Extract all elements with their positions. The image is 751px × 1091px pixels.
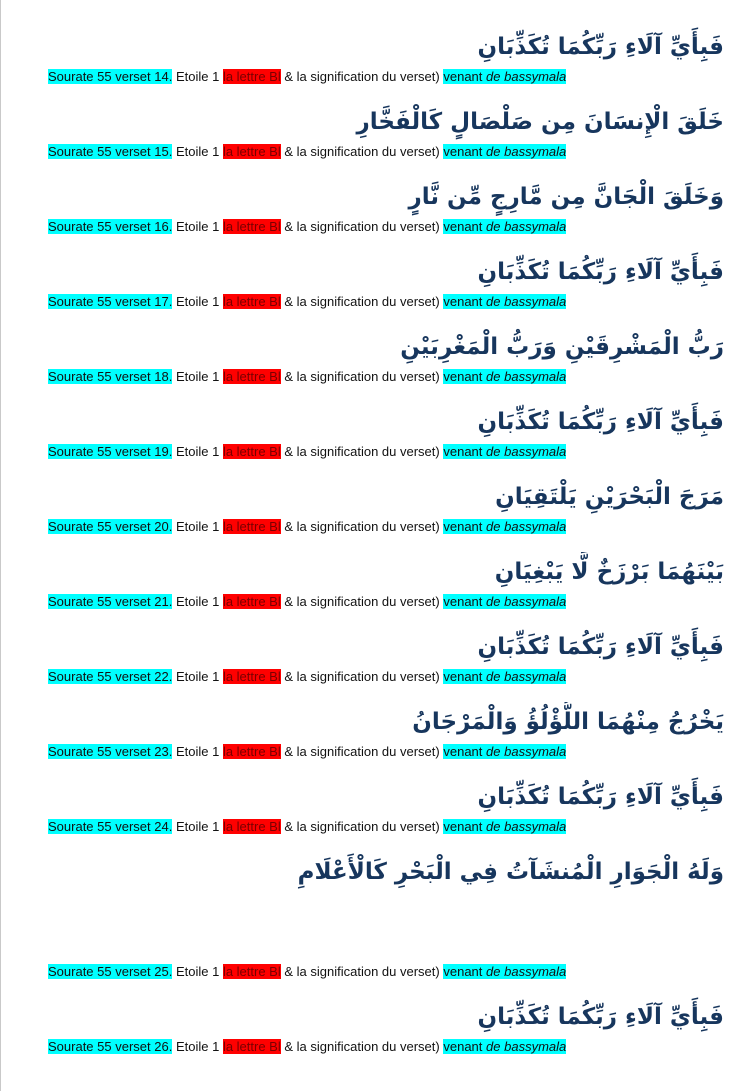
verse-meta-line — [48, 742, 724, 777]
verse-block — [48, 702, 724, 777]
source-label: venant de bassymala — [443, 294, 567, 309]
verse-block — [48, 852, 724, 997]
source-label: venant de bassymala — [443, 1039, 567, 1054]
etoile-label: Etoile 1 — [175, 594, 220, 609]
etoile-label: Etoile 1 — [175, 964, 220, 979]
verse-meta-line — [48, 817, 724, 852]
letter-label: la lettre Bl — [222, 669, 281, 684]
signification-label: & la signification du verset) — [284, 519, 440, 534]
blank-space — [48, 892, 724, 962]
verse-reference: Sourate 55 verset 14. — [48, 69, 173, 84]
verse-meta-line — [48, 1037, 724, 1072]
verse-reference: Sourate 55 verset 23. — [48, 744, 173, 759]
arabic-verse: فَبِأَيِّ آلَاءِ رَبِّكُمَا تُكَذِّبَانِ — [477, 409, 724, 435]
source-label: venant de bassymala — [443, 444, 567, 459]
verse-meta-line — [48, 442, 724, 477]
verse-meta-line — [48, 292, 724, 327]
verse-reference: Sourate 55 verset 22. — [48, 669, 173, 684]
verse-meta-line — [48, 367, 724, 402]
arabic-verse: فَبِأَيِّ آلَاءِ رَبِّكُمَا تُكَذِّبَانِ — [477, 259, 724, 285]
signification-label: & la signification du verset) — [284, 1039, 440, 1054]
letter-label: la lettre Bl — [222, 294, 281, 309]
source-label: venant de bassymala — [443, 519, 567, 534]
etoile-label: Etoile 1 — [175, 144, 220, 159]
etoile-label: Etoile 1 — [175, 294, 220, 309]
letter-label: la lettre Bl — [222, 594, 281, 609]
signification-label: & la signification du verset) — [284, 594, 440, 609]
etoile-label: Etoile 1 — [175, 369, 220, 384]
letter-label: la lettre Bl — [222, 444, 281, 459]
letter-label: la lettre Bl — [222, 219, 281, 234]
signification-label: & la signification du verset) — [284, 964, 440, 979]
letter-label: la lettre Bl — [222, 144, 281, 159]
verse-reference: Sourate 55 verset 21. — [48, 594, 173, 609]
document-body — [48, 27, 724, 1072]
signification-label: & la signification du verset) — [284, 69, 440, 84]
verse-reference: Sourate 55 verset 25. — [48, 964, 173, 979]
verse-block — [48, 402, 724, 477]
arabic-verse: وَخَلَقَ الْجَانَّ مِن مَّارِجٍ مِّن نَّارٍ — [408, 184, 724, 210]
verse-meta-line — [48, 592, 724, 627]
letter-label: la lettre Bl — [222, 964, 281, 979]
etoile-label: Etoile 1 — [175, 219, 220, 234]
etoile-label: Etoile 1 — [175, 669, 220, 684]
letter-label: la lettre Bl — [222, 369, 281, 384]
verse-meta-line — [48, 217, 724, 252]
verse-block — [48, 27, 724, 102]
signification-label: & la signification du verset) — [284, 144, 440, 159]
source-label: venant de bassymala — [443, 144, 567, 159]
signification-label: & la signification du verset) — [284, 819, 440, 834]
letter-label: la lettre Bl — [222, 819, 281, 834]
etoile-label: Etoile 1 — [175, 69, 220, 84]
source-label: venant de bassymala — [443, 69, 567, 84]
signification-label: & la signification du verset) — [284, 669, 440, 684]
arabic-verse: وَلَهُ الْجَوَارِ الْمُنشَآتُ فِي الْبَحْرِ كَالْأَعْلَامِ — [297, 859, 724, 885]
etoile-label: Etoile 1 — [175, 1039, 220, 1054]
arabic-verse: بَيْنَهُمَا بَرْزَخٌ لَّا يَبْغِيَانِ — [494, 559, 724, 585]
verse-reference: Sourate 55 verset 26. — [48, 1039, 173, 1054]
verse-block — [48, 102, 724, 177]
signification-label: & la signification du verset) — [284, 219, 440, 234]
verse-reference: Sourate 55 verset 20. — [48, 519, 173, 534]
verse-block — [48, 477, 724, 552]
source-label: venant de bassymala — [443, 369, 567, 384]
arabic-verse: مَرَجَ الْبَحْرَيْنِ يَلْتَقِيَانِ — [495, 484, 724, 510]
letter-label: la lettre Bl — [222, 1039, 281, 1054]
signification-label: & la signification du verset) — [284, 744, 440, 759]
verse-block — [48, 327, 724, 402]
arabic-verse: فَبِأَيِّ آلَاءِ رَبِّكُمَا تُكَذِّبَانِ — [477, 784, 724, 810]
source-label: venant de bassymala — [443, 964, 567, 979]
page-left-edge — [0, 0, 1, 1091]
etoile-label: Etoile 1 — [175, 444, 220, 459]
arabic-verse: فَبِأَيِّ آلَاءِ رَبِّكُمَا تُكَذِّبَانِ — [477, 634, 724, 660]
letter-label: la lettre Bl — [222, 69, 281, 84]
verse-block — [48, 627, 724, 702]
letter-label: la lettre Bl — [222, 519, 281, 534]
verse-reference: Sourate 55 verset 19. — [48, 444, 173, 459]
etoile-label: Etoile 1 — [175, 819, 220, 834]
letter-label: la lettre Bl — [222, 744, 281, 759]
signification-label: & la signification du verset) — [284, 294, 440, 309]
arabic-verse: فَبِأَيِّ آلَاءِ رَبِّكُمَا تُكَذِّبَانِ — [477, 1004, 724, 1030]
source-label: venant de bassymala — [443, 819, 567, 834]
verse-reference: Sourate 55 verset 15. — [48, 144, 173, 159]
source-label: venant de bassymala — [443, 594, 567, 609]
verse-meta-line — [48, 517, 724, 552]
signification-label: & la signification du verset) — [284, 369, 440, 384]
verse-block — [48, 777, 724, 852]
verse-meta-line — [48, 142, 724, 177]
verse-reference: Sourate 55 verset 24. — [48, 819, 173, 834]
etoile-label: Etoile 1 — [175, 744, 220, 759]
arabic-verse: يَخْرُجُ مِنْهُمَا اللُّؤْلُؤُ وَالْمَرْجَانُ — [412, 709, 724, 735]
verse-meta-line — [48, 67, 724, 102]
verse-block — [48, 177, 724, 252]
signification-label: & la signification du verset) — [284, 444, 440, 459]
verse-block — [48, 997, 724, 1072]
verse-reference: Sourate 55 verset 17. — [48, 294, 173, 309]
etoile-label: Etoile 1 — [175, 519, 220, 534]
verse-block — [48, 252, 724, 327]
verse-block — [48, 552, 724, 627]
verse-reference: Sourate 55 verset 16. — [48, 219, 173, 234]
source-label: venant de bassymala — [443, 219, 567, 234]
source-label: venant de bassymala — [443, 669, 567, 684]
arabic-verse: فَبِأَيِّ آلَاءِ رَبِّكُمَا تُكَذِّبَانِ — [477, 34, 724, 60]
verse-meta-line — [48, 667, 724, 702]
arabic-verse: خَلَقَ الْإِنسَانَ مِن صَلْصَالٍ كَالْفَخَّارِ — [356, 109, 724, 135]
verse-reference: Sourate 55 verset 18. — [48, 369, 173, 384]
arabic-verse: رَبُّ الْمَشْرِقَيْنِ وَرَبُّ الْمَغْرِبَيْنِ — [400, 334, 724, 360]
verse-meta-line — [48, 962, 724, 997]
source-label: venant de bassymala — [443, 744, 567, 759]
